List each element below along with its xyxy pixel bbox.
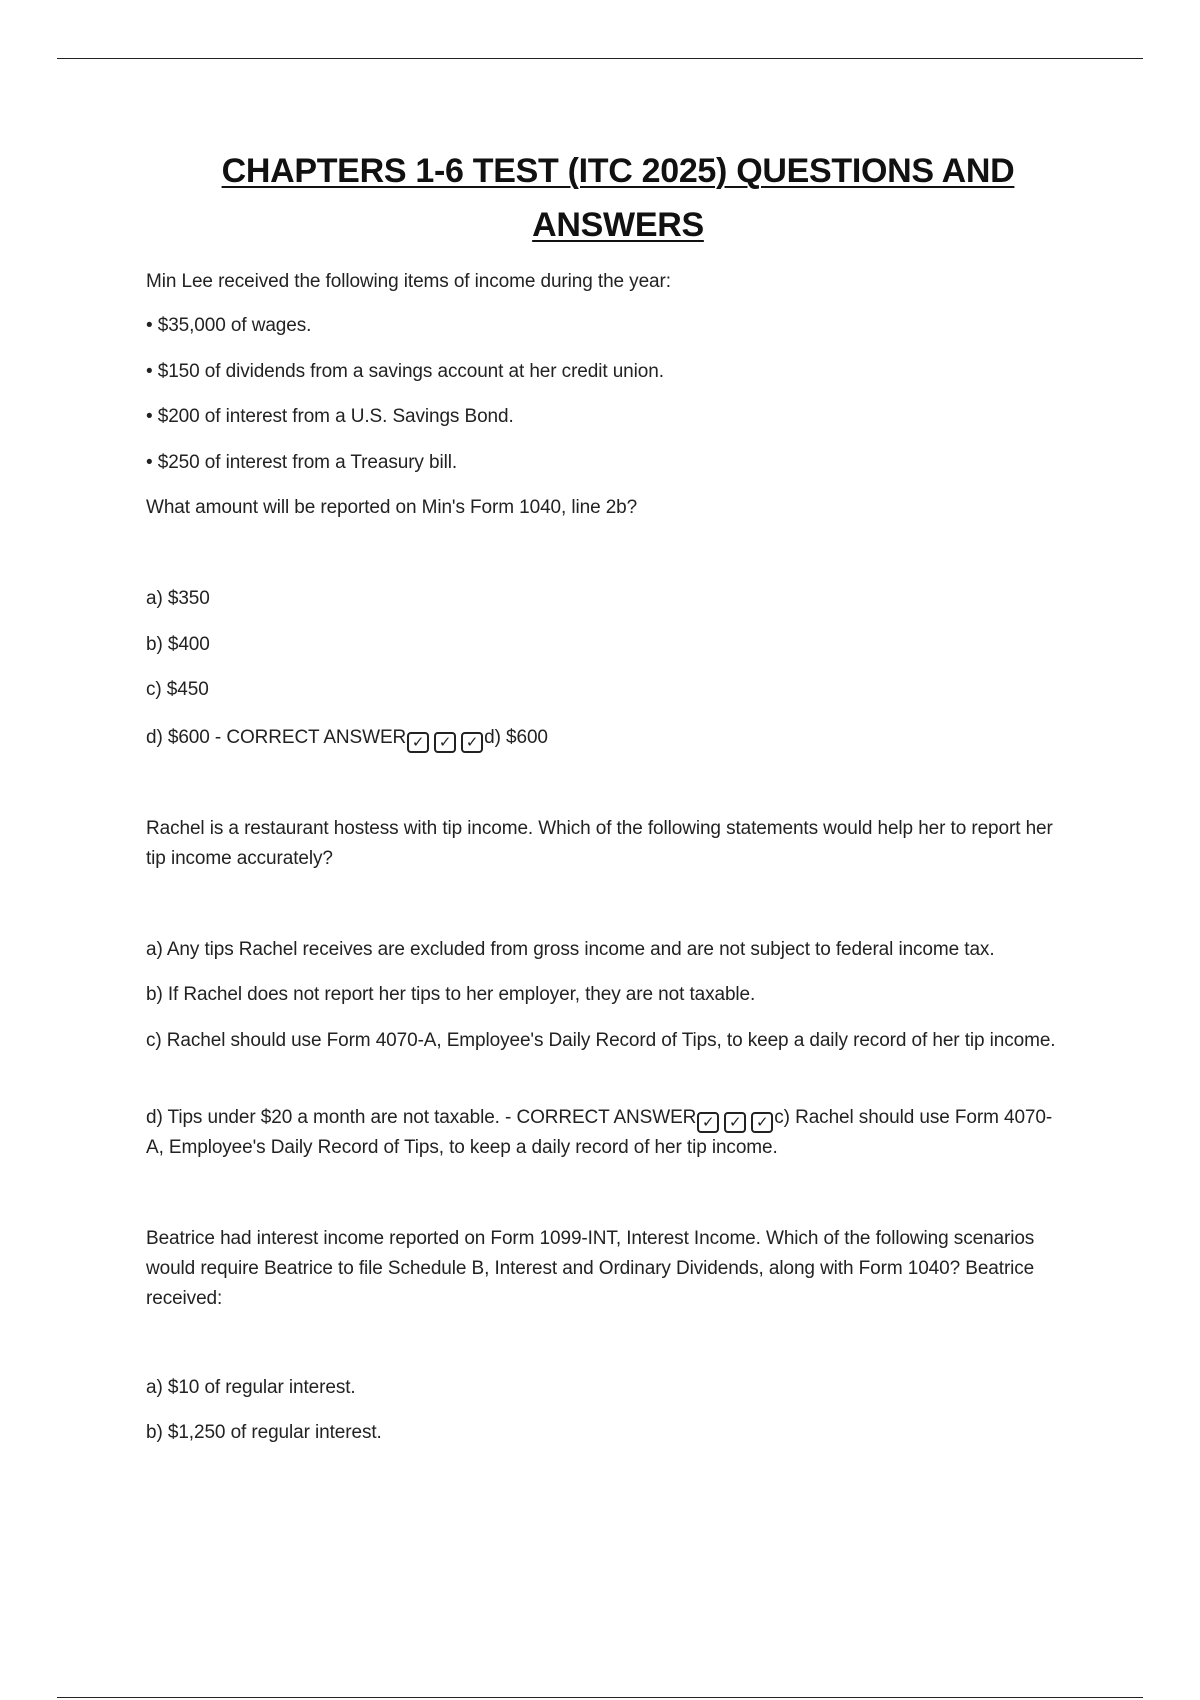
footer-rule	[57, 1697, 1143, 1698]
correct-answer-marks	[407, 732, 483, 753]
question-1-bullet: • $200 of interest from a U.S. Savings Bond.	[146, 406, 514, 427]
checkbox-checked-icon: ✓	[697, 1112, 719, 1133]
question-1-answer: d) $600	[484, 727, 548, 748]
question-1-option-b: b) $400	[146, 634, 210, 655]
question-2-option-d	[146, 1103, 1066, 1163]
checkbox-checked-icon: ✓	[724, 1112, 746, 1133]
question-2-option-d-text: d) Tips under $20 a month are not taxable. - CORRECT ANSWER	[146, 1107, 697, 1128]
question-1-option-d-text: d) $600 - CORRECT ANSWER	[146, 727, 407, 748]
question-3-prompt: Beatrice had interest income reported on Form 1099-INT, Interest Income. Which of the following scenarios would require Beatrice to file Schedule B, Interest and Ordinary Dividends, along with Form 1040? Beatrice received:	[146, 1228, 1035, 1309]
correct-answer-marks	[697, 1112, 773, 1133]
document-title: CHAPTERS 1-6 TEST (ITC 2025) QUESTIONS AND	[221, 152, 1015, 190]
question-1-bullet: • $150 of dividends from a savings account at her credit union.	[146, 361, 664, 382]
question-1-bullet: • $250 of interest from a Treasury bill.	[146, 452, 458, 473]
question-1-option-d	[146, 723, 1066, 753]
question-3-option-b: b) $1,250 of regular interest.	[146, 1422, 382, 1443]
question-1-prompt: What amount will be reported on Min's Form 1040, line 2b?	[146, 497, 638, 518]
checkbox-checked-icon: ✓	[434, 732, 456, 753]
question-2-option-a: a) Any tips Rachel receives are excluded from gross income and are not subject to federal income tax.	[146, 939, 995, 960]
question-1-option-a: a) $350	[146, 588, 210, 609]
question-2-answer: c) Rachel should use Form 4070-A, Employee's Daily Record of Tips, to keep a daily record of her tip income.	[146, 1107, 1053, 1158]
question-2-prompt: Rachel is a restaurant hostess with tip income. Which of the following statements would help her to report her tip income accurately?	[146, 818, 1053, 869]
header-rule	[57, 58, 1143, 59]
question-1-intro: Min Lee received the following items of income during the year:	[146, 271, 671, 292]
question-1-bullet: • $35,000 of wages.	[146, 315, 312, 336]
checkbox-checked-icon: ✓	[461, 732, 483, 753]
document-title-continued: ANSWERS	[532, 206, 704, 244]
checkbox-checked-icon: ✓	[751, 1112, 773, 1133]
question-1-option-c: c) $450	[146, 679, 209, 700]
question-3-option-a: a) $10 of regular interest.	[146, 1377, 356, 1398]
question-2-option-c: c) Rachel should use Form 4070-A, Employee's Daily Record of Tips, to keep a daily record of her tip income.	[146, 1030, 1056, 1051]
question-2-option-b: b) If Rachel does not report her tips to her employer, they are not taxable.	[146, 984, 756, 1005]
checkbox-checked-icon: ✓	[407, 732, 429, 753]
